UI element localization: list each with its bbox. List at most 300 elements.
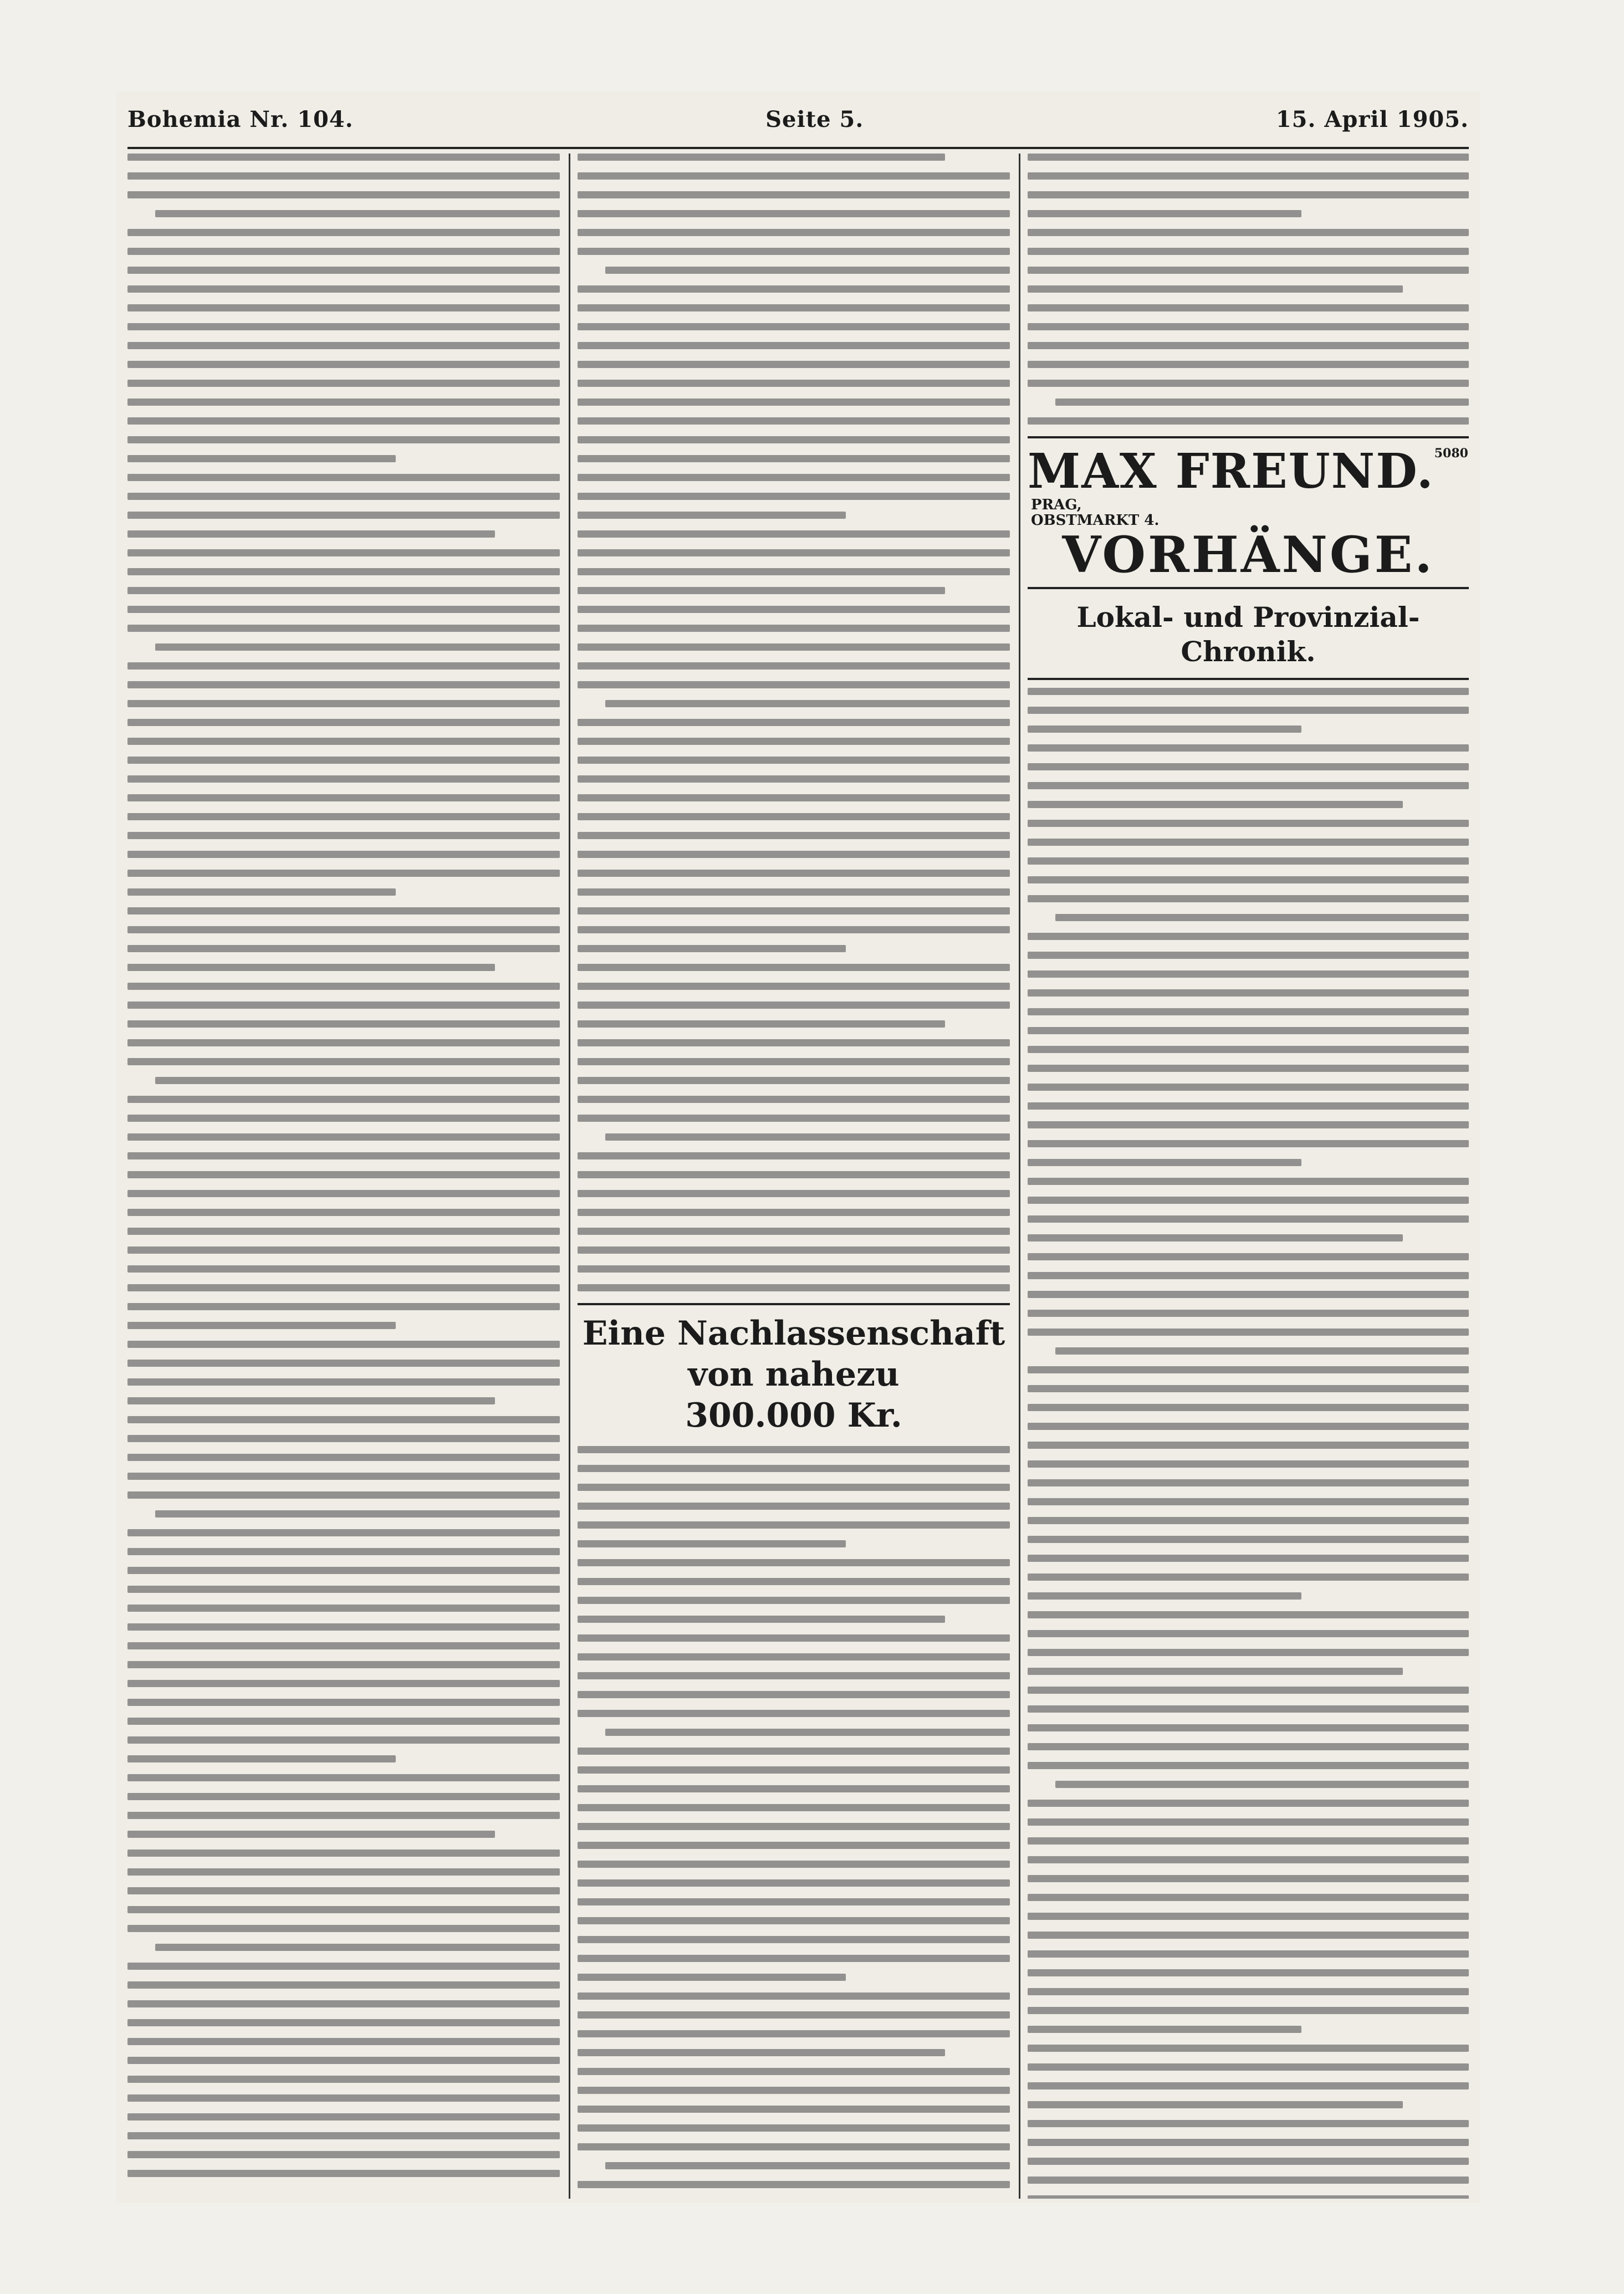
text-line: [127, 907, 560, 914]
text-line: [1028, 1687, 1469, 1694]
text-line: [127, 1736, 560, 1744]
advertiser-address: [1031, 497, 1159, 528]
article-headline: [578, 1313, 1010, 1436]
text-line: [127, 1020, 560, 1028]
text-line: [1028, 2007, 1469, 2014]
text-line: [1055, 1347, 1469, 1355]
text-line: [127, 1133, 560, 1141]
text-line: [1028, 1084, 1469, 1091]
text-line: [578, 1002, 1010, 1009]
text-line: [127, 549, 560, 556]
text-line: [1028, 1800, 1469, 1807]
text-line: [578, 1917, 1010, 1924]
text-line: [127, 1209, 560, 1216]
text-line: [1028, 857, 1469, 865]
column-divider: [1019, 154, 1020, 2199]
text-line: [578, 775, 1010, 783]
text-line: [127, 248, 560, 255]
text-line: [127, 1322, 396, 1329]
text-line: [127, 1718, 560, 1725]
text-line: [578, 2030, 1010, 2037]
text-line: [578, 154, 945, 161]
text-line: [127, 568, 560, 575]
text-line: [1028, 323, 1469, 330]
text-line: [1028, 1215, 1469, 1223]
text-line: [127, 455, 396, 462]
text-line: [127, 530, 495, 538]
advertisement: [1028, 436, 1469, 589]
text-line: [127, 1793, 560, 1800]
text-line: [127, 794, 560, 801]
text-line: [578, 1898, 1010, 1905]
text-line: [127, 964, 495, 971]
column-2: [578, 154, 1010, 2199]
text-line: [127, 1491, 560, 1499]
text-line: [127, 757, 560, 764]
text-line: [578, 1748, 1010, 1755]
text-line: [578, 1228, 1010, 1235]
text-line: [127, 2113, 560, 2121]
text-line: [578, 512, 846, 519]
text-line: [578, 398, 1010, 406]
text-line: [127, 1963, 560, 1970]
text-line: [578, 587, 945, 594]
text-line: [1028, 2101, 1403, 2108]
text-line: [127, 851, 560, 858]
text-line: [1028, 154, 1469, 161]
advertiser-city: PRAG,: [1031, 497, 1082, 513]
text-line: [127, 1981, 560, 1989]
text-line: [1028, 952, 1469, 959]
text-line: [578, 757, 1010, 764]
text-line: [1028, 1442, 1469, 1449]
text-line: [578, 1974, 846, 1981]
text-line: [1028, 1950, 1469, 1958]
text-line: [1028, 191, 1469, 198]
text-line: [1028, 285, 1403, 293]
text-line: [127, 945, 560, 952]
text-line: [578, 361, 1010, 368]
text-line: [578, 2124, 1010, 2132]
text-line: [578, 455, 1010, 462]
column-1: [127, 154, 560, 2199]
text-line: [127, 1115, 560, 1122]
text-line: [578, 1265, 1010, 1273]
text-line: [1028, 248, 1469, 255]
text-line: [578, 964, 1010, 971]
text-line: [1028, 1121, 1469, 1128]
text-line: [578, 530, 1010, 538]
text-line: [127, 1265, 560, 1273]
text-line: [1028, 1423, 1469, 1430]
text-line: [127, 870, 560, 877]
text-line: [578, 1077, 1010, 1084]
advertiser-number: 5080: [1434, 446, 1468, 461]
text-line: [127, 1171, 560, 1178]
text-line: [1028, 1705, 1469, 1713]
text-line: [127, 1473, 560, 1480]
text-line: [1028, 1875, 1469, 1882]
text-line: [578, 1823, 1010, 1830]
text-line: [578, 1653, 1010, 1661]
text-line: [127, 1605, 560, 1612]
text-line: [578, 436, 1010, 443]
text-line: [1028, 1272, 1469, 1279]
text-line: [578, 1521, 1010, 1529]
text-line: [1028, 1724, 1469, 1731]
text-line: [127, 1341, 560, 1348]
page-number: Seite 5.: [765, 106, 864, 132]
text-line: [1028, 1592, 1301, 1600]
text-line: [127, 191, 560, 198]
text-line: [578, 2068, 1010, 2075]
text-line: [1055, 914, 1469, 921]
text-line: [578, 1804, 1010, 1811]
text-line: [1028, 1517, 1469, 1524]
text-line: [578, 229, 1010, 236]
text-line: [127, 1152, 560, 1159]
text-line: [1028, 1856, 1469, 1863]
text-line: [578, 2181, 1010, 2188]
text-line: [578, 1115, 1010, 1122]
text-line: [578, 549, 1010, 556]
section-title: Lokal- und Provinzial-Chronik.: [1076, 601, 1420, 668]
text-line: [578, 1710, 1010, 1717]
text-line: [578, 983, 1010, 990]
text-line: [127, 1849, 560, 1857]
text-line: [578, 2087, 1010, 2094]
text-line: [127, 775, 560, 783]
text-line: [578, 1540, 846, 1547]
text-line: [578, 248, 1010, 255]
text-line: [127, 493, 560, 500]
text-line: [578, 926, 1010, 933]
text-line: [127, 512, 560, 519]
text-line: [1028, 1969, 1469, 1976]
text-line: [127, 1529, 560, 1536]
text-line: [1028, 1178, 1469, 1185]
text-line: [578, 1785, 1010, 1792]
advertiser-name: MAX FREUND.: [1028, 443, 1434, 499]
text-line: [127, 1906, 560, 1913]
text-line: [578, 2011, 1010, 2019]
headline-line-2: 300.000 Kr.: [685, 1396, 902, 1435]
text-line: [127, 304, 560, 311]
text-line: [1028, 210, 1301, 217]
text-line: [578, 380, 1010, 387]
text-line: [578, 738, 1010, 745]
text-line: [578, 1691, 1010, 1698]
paper-name-number: Bohemia Nr. 104.: [127, 106, 354, 132]
text-line: [578, 1152, 1010, 1159]
text-line: [1028, 2195, 1469, 2199]
text-line: [1028, 1329, 1469, 1336]
text-line: [127, 1925, 560, 1932]
text-line: [1028, 726, 1301, 733]
text-line: [127, 342, 560, 349]
text-line: [127, 474, 560, 481]
text-line: [1028, 172, 1469, 180]
text-line: [127, 1058, 560, 1065]
text-line: [578, 1503, 1010, 1510]
text-line: [127, 681, 560, 688]
text-line: [578, 1879, 1010, 1887]
text-line: [127, 2076, 560, 2083]
text-line: [578, 2106, 1010, 2113]
text-line: [127, 2094, 560, 2102]
text-line: [578, 1058, 1010, 1065]
text-line: [1028, 2082, 1469, 2089]
text-line: [578, 907, 1010, 914]
headline-line-1: Eine Nachlassenschaft von nahezu: [582, 1314, 1005, 1394]
text-line: [578, 719, 1010, 726]
text-line: [127, 1567, 560, 1574]
text-line: [578, 1484, 1010, 1491]
text-line: [1028, 2177, 1469, 2184]
text-line: [1028, 970, 1469, 978]
text-line: [127, 1680, 560, 1687]
text-line: [127, 436, 560, 443]
text-line: [578, 1446, 1010, 1453]
text-line: [127, 606, 560, 613]
text-line: [578, 888, 1010, 896]
advertised-item: VORHÄNGE.: [1062, 525, 1434, 584]
text-line: [1028, 229, 1469, 236]
text-line: [127, 2170, 560, 2177]
text-line: [1028, 304, 1469, 311]
text-line: [1028, 1668, 1403, 1675]
text-line: [578, 2049, 945, 2056]
text-line: [578, 1284, 1010, 1291]
text-line: [578, 1559, 1010, 1566]
text-line: [127, 1190, 560, 1197]
text-line: [578, 832, 1010, 839]
text-line: [1028, 1630, 1469, 1637]
text-line: [578, 1842, 1010, 1849]
text-line: [1028, 361, 1469, 368]
text-line: [1028, 1536, 1469, 1543]
text-line: [1028, 895, 1469, 902]
text-line: [1028, 1065, 1469, 1072]
text-line: [578, 1861, 1010, 1868]
text-line: [605, 267, 1010, 274]
text-line: [127, 625, 560, 632]
text-line: [127, 662, 560, 670]
masthead: [127, 100, 1469, 139]
text-line: [578, 474, 1010, 481]
text-line: [155, 1510, 560, 1518]
text-line: [578, 342, 1010, 349]
text-line: [1028, 417, 1469, 425]
text-line: [1028, 1234, 1403, 1241]
text-line: [1028, 1818, 1469, 1826]
text-line: [127, 1623, 560, 1631]
text-line: [578, 285, 1010, 293]
text-line: [605, 2162, 1010, 2169]
text-line: [578, 1020, 945, 1028]
text-line: [127, 1699, 560, 1706]
text-line: [1028, 782, 1469, 789]
article-rule: [578, 1303, 1010, 1305]
text-line: [578, 870, 1010, 877]
text-line: [127, 1454, 560, 1461]
text-line: [127, 398, 560, 406]
text-line: [1028, 1460, 1469, 1468]
text-line: [578, 1096, 1010, 1103]
text-line: [1028, 1385, 1469, 1392]
text-line: [1028, 1140, 1469, 1147]
text-line: [127, 983, 560, 990]
text-line: [1028, 1932, 1469, 1939]
text-line: [127, 285, 560, 293]
text-line: [578, 1992, 1010, 2000]
text-line: [127, 2038, 560, 2045]
text-line: [127, 1002, 560, 1009]
text-line: [127, 926, 560, 933]
text-line: [127, 1303, 560, 1310]
text-line: [127, 587, 560, 594]
text-line: [1028, 1159, 1301, 1166]
text-line: [578, 2143, 1010, 2150]
text-line: [127, 1661, 560, 1668]
text-line: [578, 1634, 1010, 1642]
text-line: [127, 888, 396, 896]
text-line: [127, 1039, 560, 1046]
text-line: [578, 1955, 1010, 1962]
text-line: [578, 643, 1010, 651]
text-line: [1028, 1008, 1469, 1015]
text-line: [578, 662, 1010, 670]
text-line: [1028, 1988, 1469, 1995]
text-line: [127, 832, 560, 839]
text-line: [1028, 1649, 1469, 1656]
text-line: [605, 1133, 1010, 1141]
text-line: [127, 1831, 495, 1838]
text-line: [578, 606, 1010, 613]
text-line: [1028, 2045, 1469, 2052]
text-line: [127, 1284, 560, 1291]
text-line: [155, 210, 560, 217]
text-line: [1028, 763, 1469, 770]
text-line: [1028, 1573, 1469, 1581]
text-line: [1028, 1310, 1469, 1317]
text-line: [1028, 1102, 1469, 1110]
text-line: [578, 1171, 1010, 1178]
text-line: [127, 1642, 560, 1649]
text-line: [127, 1360, 560, 1367]
text-line: [1028, 1498, 1469, 1505]
text-line: [127, 172, 560, 180]
text-line: [1028, 1253, 1469, 1260]
text-line: [1028, 1366, 1469, 1373]
text-line: [1028, 801, 1403, 808]
text-line: [578, 1246, 1010, 1254]
text-line: [127, 1435, 560, 1442]
text-line: [1028, 1555, 1469, 1562]
text-line: [1028, 2120, 1469, 2127]
text-line: [127, 1868, 560, 1876]
text-line: [1028, 707, 1469, 714]
text-line: [578, 304, 1010, 311]
text-line: [1028, 820, 1469, 827]
text-line: [1028, 1894, 1469, 1901]
text-line: [127, 1228, 560, 1235]
text-line: [578, 1616, 945, 1623]
text-line: [1028, 1404, 1469, 1411]
text-line: [155, 643, 560, 651]
text-line: [578, 568, 1010, 575]
text-line: [127, 2019, 560, 2026]
text-line: [127, 1586, 560, 1593]
text-line: [127, 813, 560, 820]
column-3: [1028, 154, 1469, 2199]
text-line: [1028, 839, 1469, 846]
text-line: [1028, 1291, 1469, 1298]
text-line: [578, 493, 1010, 500]
text-line: [578, 417, 1010, 425]
advertiser-street: OBSTMARKT 4.: [1031, 512, 1160, 529]
text-line: [578, 1578, 1010, 1585]
text-line: [127, 2000, 560, 2007]
text-line: [155, 1077, 560, 1084]
text-line: [127, 1378, 560, 1386]
text-line: [605, 700, 1010, 707]
text-line: [578, 1039, 1010, 1046]
text-line: [1028, 267, 1469, 274]
text-line: [578, 1209, 1010, 1216]
text-line: [578, 851, 1010, 858]
text-line: [578, 1190, 1010, 1197]
text-line: [1028, 380, 1469, 387]
text-line: [127, 1755, 396, 1762]
text-line: [578, 945, 846, 952]
text-line: [1028, 1913, 1469, 1920]
text-line: [1028, 2063, 1469, 2071]
text-line: [605, 1729, 1010, 1736]
text-line: [155, 1944, 560, 1951]
text-line: [127, 380, 560, 387]
text-line: [127, 267, 560, 274]
text-line: [1028, 744, 1469, 752]
text-line: [1028, 933, 1469, 940]
column-divider: [569, 154, 570, 2199]
text-line: [127, 154, 560, 161]
text-line: [127, 361, 560, 368]
text-line: [127, 738, 560, 745]
text-line: [1055, 398, 1469, 406]
text-line: [1028, 1762, 1469, 1769]
text-line: [127, 2057, 560, 2064]
text-line: [1028, 1479, 1469, 1486]
text-line: [1055, 1781, 1469, 1788]
text-line: [578, 1597, 1010, 1604]
text-line: [1028, 2158, 1469, 2165]
text-line: [127, 719, 560, 726]
text-line: [578, 813, 1010, 820]
text-line: [127, 229, 560, 236]
text-line: [578, 323, 1010, 330]
text-line: [127, 323, 560, 330]
text-line: [578, 625, 1010, 632]
text-line: [1028, 2026, 1301, 2033]
text-line: [1028, 1046, 1469, 1053]
text-line: [127, 1774, 560, 1781]
text-line: [127, 1812, 560, 1819]
text-line: [127, 2151, 560, 2158]
text-line: [578, 191, 1010, 198]
text-line: [578, 210, 1010, 217]
text-line: [578, 1766, 1010, 1774]
